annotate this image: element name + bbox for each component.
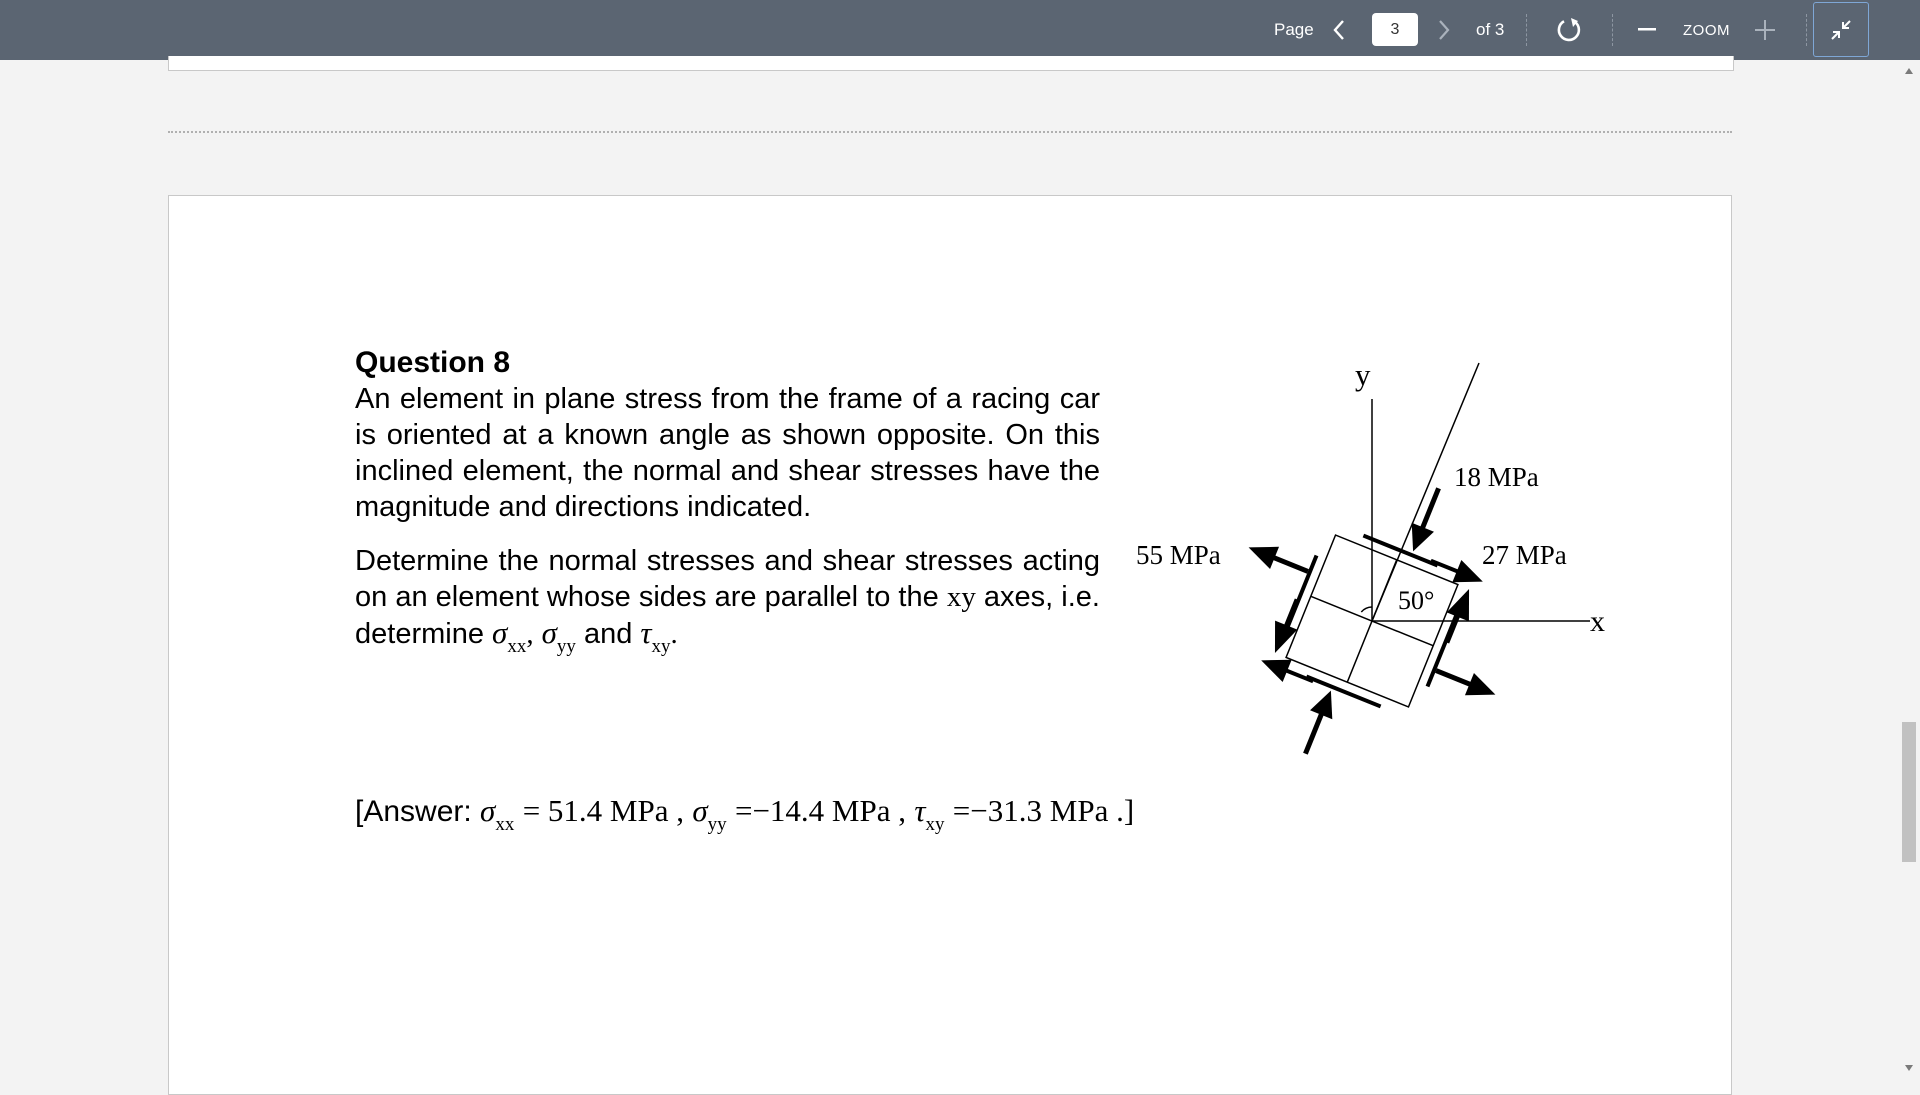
bottom-normal-arrow-head bbox=[1310, 686, 1342, 719]
rotate-icon bbox=[1555, 16, 1583, 44]
zoom-label: ZOOM bbox=[1683, 21, 1730, 39]
toolbar-separator bbox=[1806, 14, 1807, 46]
chevron-left-icon bbox=[1332, 19, 1346, 41]
plus-icon bbox=[1755, 20, 1775, 40]
zoom-in-button[interactable] bbox=[1755, 0, 1775, 60]
toolbar bbox=[0, 0, 1920, 60]
left-normal-arrow-shaft bbox=[1271, 556, 1308, 571]
angle-arc bbox=[1361, 607, 1372, 612]
vertical-scrollbar[interactable] bbox=[1897, 60, 1920, 1080]
toolbar-separator bbox=[1612, 14, 1613, 46]
scroll-thumb[interactable] bbox=[1902, 722, 1916, 862]
scroll-up-icon bbox=[1904, 67, 1914, 75]
diagram-origin bbox=[1136, 357, 1605, 775]
rotate-button[interactable] bbox=[1555, 0, 1585, 60]
bottom-shear-arrow-head bbox=[1257, 649, 1292, 682]
right-normal-arrow-head bbox=[1465, 673, 1500, 706]
y-axis-label: y bbox=[1355, 357, 1371, 392]
minus-icon bbox=[1638, 28, 1656, 32]
angle-label: 50° bbox=[1398, 586, 1435, 615]
shear-stress-label: 27 MPa bbox=[1482, 540, 1567, 570]
question-block bbox=[355, 345, 1100, 656]
left-normal-arrow-head bbox=[1244, 536, 1279, 569]
question-title: Question 8 bbox=[355, 346, 511, 379]
normal-stress-label: 18 MPa bbox=[1454, 462, 1539, 492]
next-page-button[interactable] bbox=[1437, 0, 1457, 60]
page-number-input[interactable] bbox=[1372, 13, 1418, 46]
right-shear-arrow-head bbox=[1447, 585, 1480, 622]
left-shear-arrow-head bbox=[1264, 621, 1297, 658]
bottom-normal-arrow-shaft bbox=[1305, 713, 1321, 754]
question-paragraph-1: An element in plane stress from the frame of a racing car is oriented at a known angle as shown opposite. On this inclined element, the normal and shear stresses have the magnitude and directions indicated. bbox=[355, 383, 1100, 523]
scroll-down-icon bbox=[1904, 1064, 1914, 1072]
right-normal-arrow-shaft bbox=[1436, 671, 1473, 686]
page-divider bbox=[168, 131, 1732, 133]
page-label: Page bbox=[1274, 20, 1314, 39]
toolbar-separator bbox=[1526, 14, 1527, 46]
side-stress-label: 55 MPa bbox=[1136, 540, 1221, 570]
zoom-out-button[interactable] bbox=[1638, 0, 1658, 60]
stress-element-diagram bbox=[1110, 355, 1630, 775]
top-normal-arrow-head bbox=[1402, 523, 1434, 556]
x-axis-label: x bbox=[1590, 605, 1605, 638]
previous-page-button[interactable] bbox=[1332, 0, 1352, 60]
exit-fullscreen-button[interactable] bbox=[1813, 2, 1869, 57]
previous-page-edge bbox=[168, 56, 1734, 71]
page-total: of 3 bbox=[1476, 20, 1505, 39]
answer-line: [Answer: $\sigma_{xx} = 51.4$ MPa , $\sigma_{yy} =-14.4$ MPa , $\tau_{xy} =-31.3$ MPa .] bbox=[355, 793, 1135, 835]
question-paragraph-2: Determine the normal stresses and shear stresses acting on an element whose sides are parallel to the xy axes, i.e. determine $\sigma_{xx}$, $\sigma_{yy}$ and $\tau_{xy}$. bbox=[355, 545, 1100, 657]
scroll-down-button[interactable] bbox=[1902, 1061, 1916, 1075]
scroll-up-button[interactable] bbox=[1902, 64, 1916, 78]
exit-fullscreen-icon bbox=[1829, 18, 1853, 42]
chevron-right-icon bbox=[1437, 19, 1451, 41]
